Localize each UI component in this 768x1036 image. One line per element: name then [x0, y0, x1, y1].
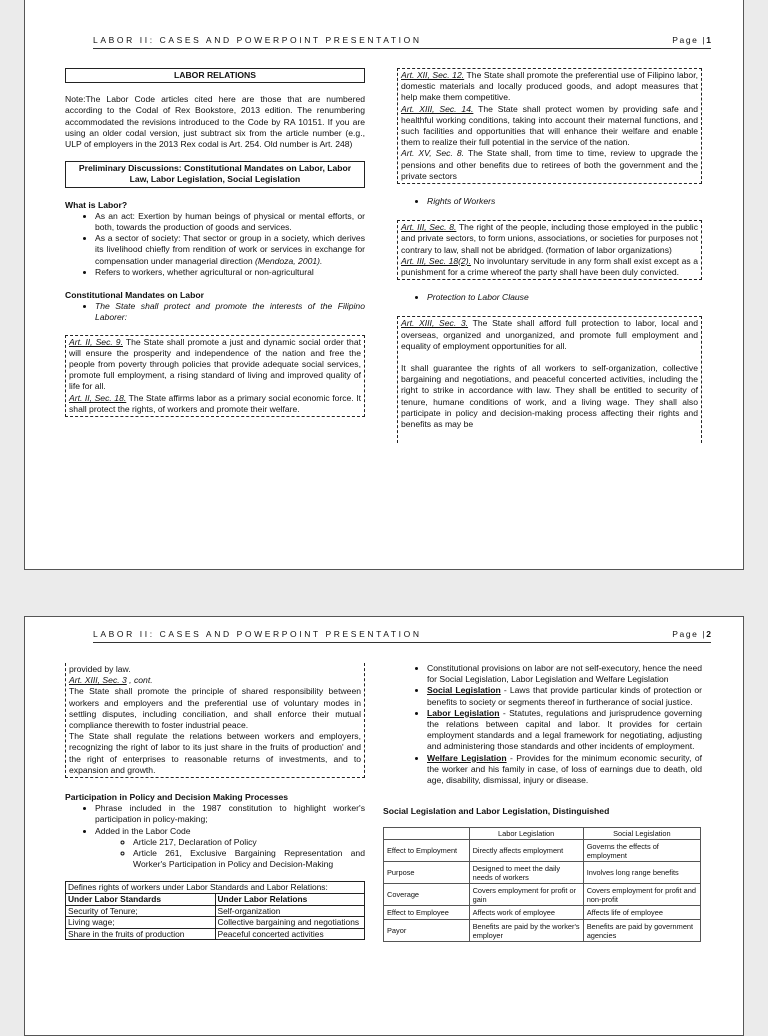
protection-to-labor-heading: • Protection to Labor Clause	[427, 292, 702, 303]
constitutional-mandates-heading: Constitutional Mandates on Labor	[65, 290, 204, 301]
table-cell: Self-organization	[215, 905, 365, 917]
table-row	[66, 928, 365, 940]
labor-definition-list	[65, 211, 365, 278]
page-number: Page |1	[672, 35, 711, 45]
table-row	[384, 840, 701, 862]
art-xiii-sec-3-cont-box	[65, 663, 365, 778]
list-item: • As an act: Exertion by human beings of physical or mental efforts, or both, towards the production of goods and services.	[95, 211, 365, 233]
table-cell: Collective bargaining and negotiations	[215, 917, 365, 929]
table-cell: Payor	[384, 920, 470, 942]
legislation-list	[397, 663, 702, 786]
table-cell: Directly affects employment	[469, 840, 583, 862]
cont-para-1: The State shall promote the principle of shared responsibility between workers and employers and the preferential use of voluntary modes in settling disputes, including conciliation, and shall enforce their mutual compliance therewith to foster industrial peace.	[69, 686, 361, 731]
cont-para-2: The State shall regulate the relations between workers and employers, recognizing the right of labor to its just share in the fruits of production' and the right of enterprises to reasonable returns of investments, and to expansion and growth.	[69, 731, 361, 775]
table-header: Under Labor Relations	[215, 894, 365, 906]
art-xiii-sec-14: Art. XIII, Sec. 14. The State shall protect women by providing safe and healthful working conditions, taking into account their maternal functions, and such facilities and opportunities that will enhance their welfare and enable them to realize their full potential in the service of the nation.	[401, 103, 698, 148]
art-ii-sec-9: Art. II, Sec. 9. The State shall promote a just and dynamic social order that will ensure the prosperity and independence of the nation and free the people from poverty through policies that provide adequate social services, promote full employment, a rising standard of living and improved quality of life for all.	[69, 336, 361, 392]
table-cell: Designed to meet the daily needs of workers	[469, 862, 583, 884]
table-row	[384, 884, 701, 906]
sub-list-item: ◦ Article 217, Declaration of Policy	[133, 837, 365, 848]
art-xiii-sec-3-cont: Art. XIII, Sec. 3 , cont.	[69, 675, 153, 686]
page-number: Page |2	[672, 629, 711, 639]
sub-list-item: ◦ Article 261, Exclusive Bargaining Representation and Worker's Participation in Policy and Decision-Making	[133, 848, 365, 870]
table-row	[384, 862, 701, 884]
header-title: LABOR II: CASES AND POWERPOINT PRESENTATION	[93, 629, 422, 639]
list-item: • Welfare Legislation - Provides for the minimum economic security, of the worker and his family in case, of loss of earnings due to death, old age, disability, dismissal, injury or disease.	[427, 753, 702, 787]
running-header	[93, 628, 711, 643]
art-iii-box	[397, 220, 702, 280]
labor-relations-title: LABOR RELATIONS	[65, 68, 365, 83]
cont-text: provided by law.	[69, 664, 131, 674]
rights-table-intro: Defines rights of workers under Labor Standards and Labor Relations:	[66, 882, 365, 894]
table-cell	[384, 828, 470, 840]
header-title: LABOR II: CASES AND POWERPOINT PRESENTATION	[93, 35, 422, 45]
table-cell: Benefits are paid by government agencies	[583, 920, 700, 942]
table-header: Labor Legislation	[469, 828, 583, 840]
table-cell: Peaceful concerted activities	[215, 928, 365, 940]
art-xii-sec-12: Art. XII, Sec. 12. The State shall promote the preferential use of Filipino labor, domestic materials and locally produced goods, and adopt measures that help make them competitive.	[401, 70, 698, 103]
table-cell: Covers employment for profit and non-profit	[583, 884, 700, 906]
left-column	[65, 663, 365, 940]
table-row	[66, 905, 365, 917]
table-row	[384, 920, 701, 942]
codal-note: Note:The Labor Code articles cited here are those that are numbered according to the Codal of Rex Bookstore, 2013 edition. The renumbering accommodated the revisions introduced to the Code by RA 10151. If you are using an older codal version, just subtract six from the article number (e.g., ULP of employers in the 2013 Rex codal is Art. 254. Old number is Art. 248)	[65, 94, 365, 150]
list-item: • Social Legislation - Laws that provide particular kinds of protection or benefits to society or segments thereof in furtherance of social justice.	[427, 685, 702, 707]
table-cell: Covers employment for profit or gain	[469, 884, 583, 906]
participation-list	[65, 803, 365, 870]
table-row	[66, 917, 365, 929]
table-header: Social Legislation	[583, 828, 700, 840]
rights-of-workers-heading: • Rights of Workers	[427, 196, 702, 207]
table-cell: Benefits are paid by the worker's employer	[469, 920, 583, 942]
comparison-table	[383, 827, 701, 942]
table-cell: Security of Tenure;	[66, 905, 216, 917]
rights-heading-list	[397, 196, 702, 207]
table-cell: Affects work of employee	[469, 906, 583, 920]
prelim-discussions-title: Preliminary Discussions: Constitutional Mandates on Labor, Labor Law, Labor Legislation, Social Legislation	[65, 161, 365, 187]
distinguished-heading: Social Legislation and Labor Legislation, Distinguished	[383, 806, 610, 817]
table-header: Under Labor Standards	[66, 894, 216, 906]
list-item: • Constitutional provisions on labor are not self-executory, hence the need for Social Legislation, Labor Legislation and Welfare Legislation	[427, 663, 702, 685]
left-column	[65, 68, 365, 417]
table-cell: Coverage	[384, 884, 470, 906]
sub-list	[95, 837, 365, 871]
art-ii-sec-18: Art. II, Sec. 18. The State affirms labor as a primary social economic force. It shall protect the rights, of workers and promote their welfare.	[69, 392, 361, 414]
table-cell: Purpose	[384, 862, 470, 884]
list-item: • Added in the Labor Code ◦ Article 217, Declaration of Policy ◦ Article 261, Exclusive Bargaining Representation and Worker's Participation in Policy and Decision-Making	[95, 826, 365, 871]
rights-table	[65, 881, 365, 940]
table-cell: Governs the effects of employment	[583, 840, 700, 862]
table-row	[384, 828, 701, 840]
participation-heading: Participation in Policy and Decision Making Processes	[65, 792, 289, 803]
table-cell: Living wage;	[66, 917, 216, 929]
art-ii-box	[65, 335, 365, 417]
art-iii-sec-18: Art. III, Sec. 18(2). No involuntary servitude in any form shall exist except as a punishment for a crime whereof the party shall have been duly convicted.	[401, 255, 698, 278]
art-xiii-sec-3: Art. XIII, Sec. 3. The State shall afford full protection to labor, local and overseas, organized and unorganized, and promote full employment and equality of employment opportunities for all.	[401, 318, 698, 351]
art-xv-sec-8: Art. XV, Sec. 8. The State shall, from time to time, review to upgrade the pensions and other benefits due to retirees of both the government and the private sectors	[401, 148, 699, 181]
list-item: • Labor Legislation - Statutes, regulations and jurisprudence governing the relations between capital and labor. It provides for certain employment standards and a legal framework for negotiating, adjusting and administering those standards and other incidents of employment.	[427, 708, 702, 753]
constitutional-list	[65, 301, 365, 323]
right-column	[397, 68, 702, 443]
document-page-1	[24, 0, 744, 570]
table-cell: Effect to Employee	[384, 906, 470, 920]
table-cell: Effect to Employment	[384, 840, 470, 862]
document-page-2	[24, 616, 744, 1036]
list-item: • Phrase included in the 1987 constitution to highlight worker's participation in policy-making;	[95, 803, 365, 825]
list-item: • Refers to workers, whether agricultural or non-agricultural	[95, 267, 365, 278]
table-cell: Involves long range benefits	[583, 862, 700, 884]
art-xiii-sec-3-box	[397, 316, 702, 443]
running-header	[93, 34, 711, 49]
what-is-labor-heading: What is Labor?	[65, 199, 128, 210]
list-item: • The State shall protect and promote the interests of the Filipino Laborer:	[95, 301, 365, 323]
list-item: • As a sector of society: That sector or group in a society, which derives its livelihood chiefly from rendition of work or services in exchange for compensation under managerial direction (Mendoza, 2001).	[95, 233, 365, 267]
art-iii-sec-8: Art. III, Sec. 8. The right of the people, including those employed in the public and private sectors, to form unions, associations, or societies for purposes not contrary to law, shall not be abridged. (formation of labor organizations)	[401, 222, 698, 255]
right-column	[383, 663, 703, 942]
protection-heading-list	[397, 292, 702, 303]
art-xii-box	[397, 68, 702, 184]
table-cell: Share in the fruits of production	[66, 928, 216, 940]
table-row	[384, 906, 701, 920]
art-xiii-sec-3-para2: It shall guarantee the rights of all workers to self-organization, collective bargaining and negotiations, and peaceful concerted activities, including the right to strike in accordance with law. They shall be entitled to security of tenure, humane conditions of work, and a living wage. They shall also participate in policy and decision-making process affecting their rights and benefits as may be	[401, 363, 698, 430]
table-cell: Affects life of employee	[583, 906, 700, 920]
